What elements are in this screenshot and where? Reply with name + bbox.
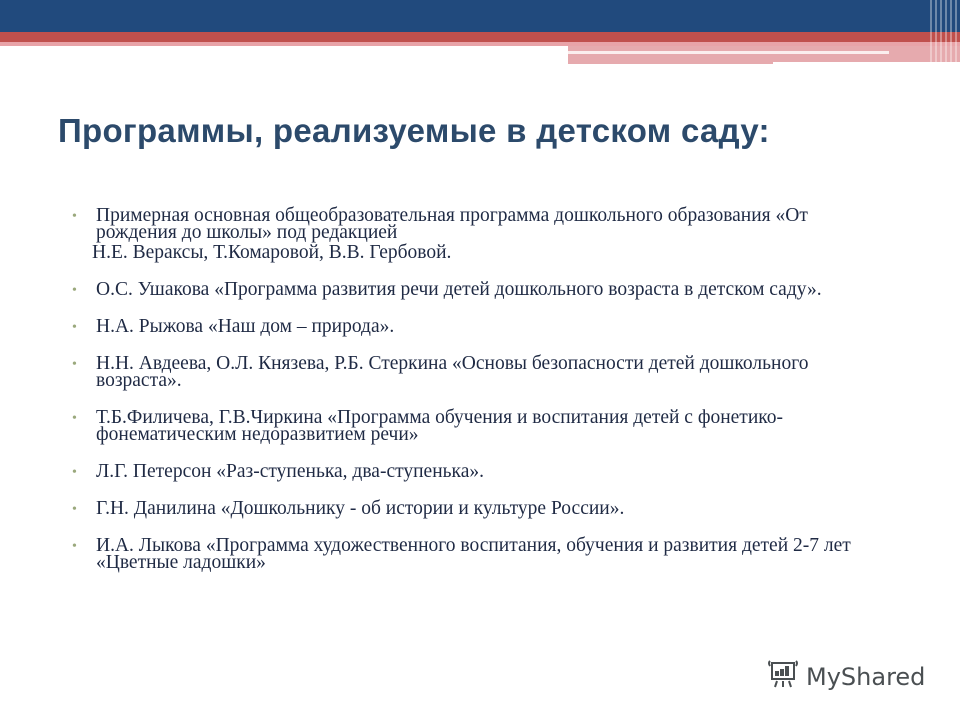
- header-white-line: [568, 51, 889, 54]
- myshared-watermark[interactable]: [766, 657, 925, 696]
- item-text: О.С. Ушакова «Программа развития речи детей дошкольного возраста в детском саду».: [96, 279, 822, 300]
- list-item: [72, 318, 892, 335]
- bullet-icon: •: [72, 320, 77, 335]
- item-text: Т.Б.Филичева, Г.В.Чиркина «Программа обучения и воспитания детей с фонетико-фонематическим недоразвитием речи»: [96, 407, 783, 445]
- presentation-board-icon: [766, 657, 800, 696]
- list-item: [72, 537, 892, 571]
- watermark-text: MyShared: [806, 662, 926, 691]
- item-text: И.А. Лыкова «Программа художественного воспитания, обучения и развития детей 2-7 лет «Цветные ладошки»: [96, 535, 851, 573]
- bullet-icon: •: [72, 209, 77, 224]
- item-text: Н.Н. Авдеева, О.Л. Князева, Р.Б. Стеркина «Основы безопасности детей дошкольного возраста».: [96, 353, 809, 391]
- item-text: Н.А. Рыжова «Наш дом – природа».: [96, 316, 395, 337]
- header-stripes: [930, 0, 960, 66]
- bullet-icon: •: [72, 411, 77, 426]
- bullet-icon: •: [72, 357, 77, 372]
- bullet-icon: •: [72, 465, 77, 480]
- item-text: Л.Г. Петерсон «Раз-ступенька, два-ступенька».: [96, 461, 484, 482]
- header-blue-bar: [0, 0, 960, 32]
- slide-title: Программы, реализуемые в детском саду:: [58, 112, 770, 149]
- bullet-icon: •: [72, 539, 77, 554]
- list-item: [72, 355, 892, 389]
- item-text: Г.Н. Данилина «Дошкольнику - об истории и культуре России».: [96, 498, 625, 519]
- item-subtext: Н.Е. Вераксы, Т.Комаровой, В.В. Гербовой.: [92, 242, 452, 263]
- item-text: Примерная основная общеобразовательная программа дошкольного образования «От рождения до школы» под редакцией: [96, 205, 808, 243]
- header-red-bar: [0, 32, 960, 42]
- list-item: [72, 463, 892, 480]
- bullet-icon: •: [72, 283, 77, 298]
- list-item: [72, 281, 892, 298]
- program-list: [72, 207, 892, 591]
- bullet-icon: •: [72, 502, 77, 517]
- list-item: [72, 500, 892, 517]
- list-item: [72, 409, 892, 443]
- list-item: [72, 207, 892, 261]
